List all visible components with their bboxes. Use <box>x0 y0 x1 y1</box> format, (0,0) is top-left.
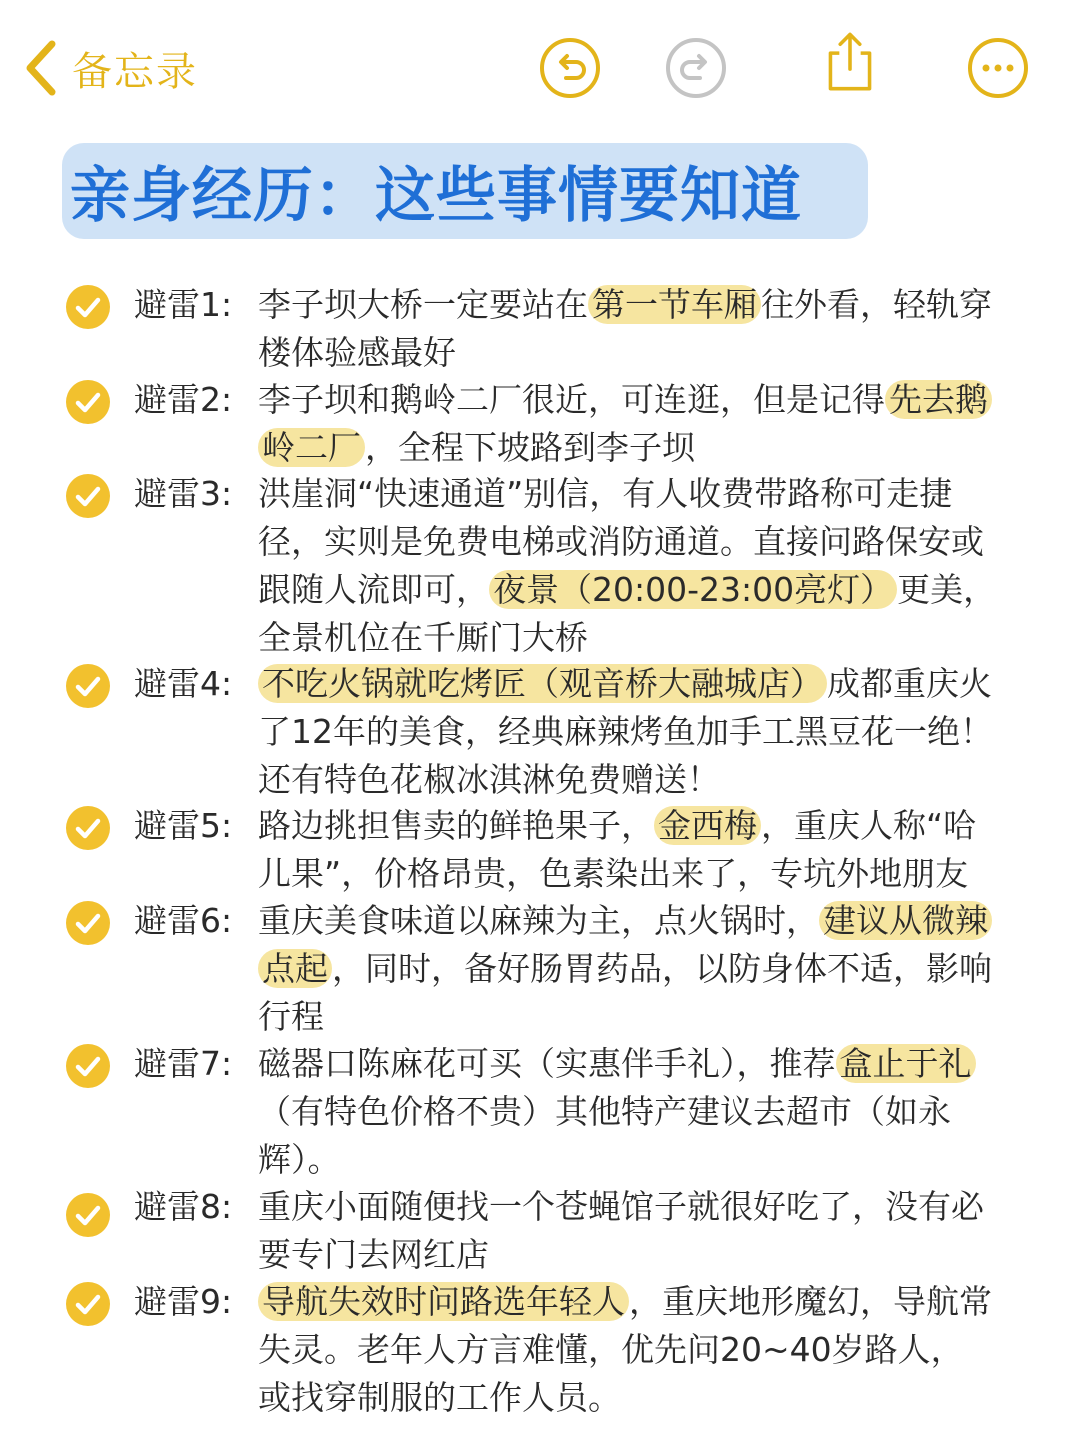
check-circle-icon <box>66 664 110 708</box>
item-tag: 避雷8: <box>134 1187 233 1226</box>
text-segment: ，全程下坡路到李子坝 <box>365 428 695 467</box>
redo-icon <box>664 36 728 100</box>
text-segment: ，重庆人称“哈 <box>761 806 977 845</box>
text-line <box>258 1231 1010 1279</box>
text-line <box>258 1326 1010 1374</box>
item-tag: 避雷7: <box>134 1044 233 1083</box>
text-segment: 要专门去网红店 <box>258 1235 489 1274</box>
text-segment: 李子坝大桥一定要站在 <box>258 285 588 324</box>
text-line <box>258 281 1010 329</box>
item-tag: 避雷2: <box>134 380 233 419</box>
text-line <box>258 376 1010 424</box>
text-segment: 失灵。老年人方言难懂，优先问20~40岁路人， <box>258 1330 964 1369</box>
top-toolbar <box>0 0 1080 130</box>
redo-button[interactable] <box>664 36 728 100</box>
text-segment: 更美， <box>897 570 997 609</box>
text-line <box>258 614 1010 662</box>
text-segment: ，重庆地形魔幻，导航常 <box>629 1282 992 1321</box>
text-line <box>258 660 1010 708</box>
text-line <box>258 1374 1010 1422</box>
text-line <box>258 850 1010 898</box>
check-circle-icon <box>66 380 110 424</box>
highlighted-text: 建议从微辣 <box>819 901 992 940</box>
item-text <box>258 802 1010 898</box>
text-line <box>258 802 1010 850</box>
item-tag: 避雷5: <box>134 806 233 845</box>
back-button[interactable] <box>22 38 198 98</box>
check-circle-icon <box>66 474 110 518</box>
item-text <box>258 281 1010 377</box>
text-line <box>258 1136 1010 1184</box>
note-title: 亲身经历：这些事情要知道 <box>70 161 802 231</box>
item-tag: 避雷4: <box>134 664 233 703</box>
text-line <box>258 756 1010 804</box>
item-text <box>258 376 1010 472</box>
highlighted-text: 点起 <box>258 949 332 988</box>
text-segment: 或找穿制服的工作人员。 <box>258 1378 621 1417</box>
text-segment: 洪崖洞“快速通道”别信，有人收费带路称可走捷 <box>258 474 953 513</box>
text-segment: 全景机位在千厮门大桥 <box>258 618 588 657</box>
highlighted-text: 导航失效时问路选年轻人 <box>258 1282 629 1321</box>
text-line <box>258 708 1010 756</box>
text-line <box>258 566 1010 614</box>
item-text <box>258 660 1010 804</box>
text-segment: 李子坝和鹅岭二厂很近，可连逛，但是记得 <box>258 380 885 419</box>
text-segment: 行程 <box>258 997 324 1036</box>
text-segment: 辉）。 <box>258 1140 341 1179</box>
item-tag: 避雷6: <box>134 901 233 940</box>
text-segment: 重庆美食味道以麻辣为主，点火锅时， <box>258 901 819 940</box>
highlighted-text: 先去鹅 <box>885 380 992 419</box>
item-tag: 避雷1: <box>134 285 233 324</box>
more-icon <box>966 36 1030 100</box>
item-tag: 避雷3: <box>134 474 233 513</box>
item-tag: 避雷9: <box>134 1282 233 1321</box>
item-text <box>258 1183 1010 1279</box>
text-segment: 磁器口陈麻花可买（实惠伴手礼），推荐 <box>258 1044 836 1083</box>
check-circle-icon <box>66 901 110 945</box>
text-line <box>258 945 1010 993</box>
text-line <box>258 897 1010 945</box>
text-line <box>258 1278 1010 1326</box>
check-circle-icon <box>66 285 110 329</box>
check-circle-icon <box>66 806 110 850</box>
highlighted-text: 不吃火锅就吃烤匠（观音桥大融城店） <box>258 664 827 703</box>
text-segment: ，同时，备好肠胃药品，以防身体不适，影响 <box>332 949 992 988</box>
text-segment: 了12年的美食，经典麻辣烤鱼加手工黑豆花一绝！ <box>258 712 993 751</box>
text-line <box>258 1088 1010 1136</box>
highlighted-text: 盒止于礼 <box>836 1044 976 1083</box>
text-line <box>258 470 1010 518</box>
check-circle-icon <box>66 1044 110 1088</box>
item-text <box>258 1040 1010 1184</box>
text-line <box>258 329 1010 377</box>
item-text <box>258 1278 1010 1422</box>
highlighted-text: 金西梅 <box>654 806 761 845</box>
text-segment: （有特色价格不贵）其他特产建议去超市（如永 <box>258 1092 951 1131</box>
check-circle-icon <box>66 1193 110 1237</box>
more-button[interactable] <box>966 36 1030 100</box>
share-button[interactable] <box>818 30 882 94</box>
highlighted-text: 第一节车厢 <box>588 285 761 324</box>
highlighted-text: 岭二厂 <box>258 428 365 467</box>
back-label: 备忘录 <box>72 48 198 95</box>
item-text <box>258 897 1010 1041</box>
text-line <box>258 993 1010 1041</box>
text-segment: 跟随人流即可， <box>258 570 489 609</box>
text-line <box>258 424 1010 472</box>
undo-icon <box>538 36 602 100</box>
item-text <box>258 470 1010 662</box>
text-segment: 路边挑担售卖的鲜艳果子， <box>258 806 654 845</box>
text-segment: 还有特色花椒冰淇淋免费赠送！ <box>258 760 720 799</box>
text-line <box>258 1183 1010 1231</box>
text-segment: 成都重庆火 <box>827 664 992 703</box>
text-line <box>258 1040 1010 1088</box>
highlighted-text: 夜景（20:00-23:00亮灯） <box>489 570 897 609</box>
chevron-left-icon <box>22 38 58 98</box>
share-icon <box>818 30 882 94</box>
text-line <box>258 518 1010 566</box>
text-segment: 往外看，轻轨穿 <box>761 285 992 324</box>
undo-button[interactable] <box>538 36 602 100</box>
check-circle-icon <box>66 1282 110 1326</box>
title-highlight <box>62 143 868 239</box>
text-segment: 径，实则是免费电梯或消防通道。直接问路保安或 <box>258 522 984 561</box>
text-segment: 楼体验感最好 <box>258 333 456 372</box>
text-segment: 儿果”，价格昂贵，色素染出来了，专坑外地朋友 <box>258 854 969 893</box>
text-segment: 重庆小面随便找一个苍蝇馆子就很好吃了，没有必 <box>258 1187 984 1226</box>
